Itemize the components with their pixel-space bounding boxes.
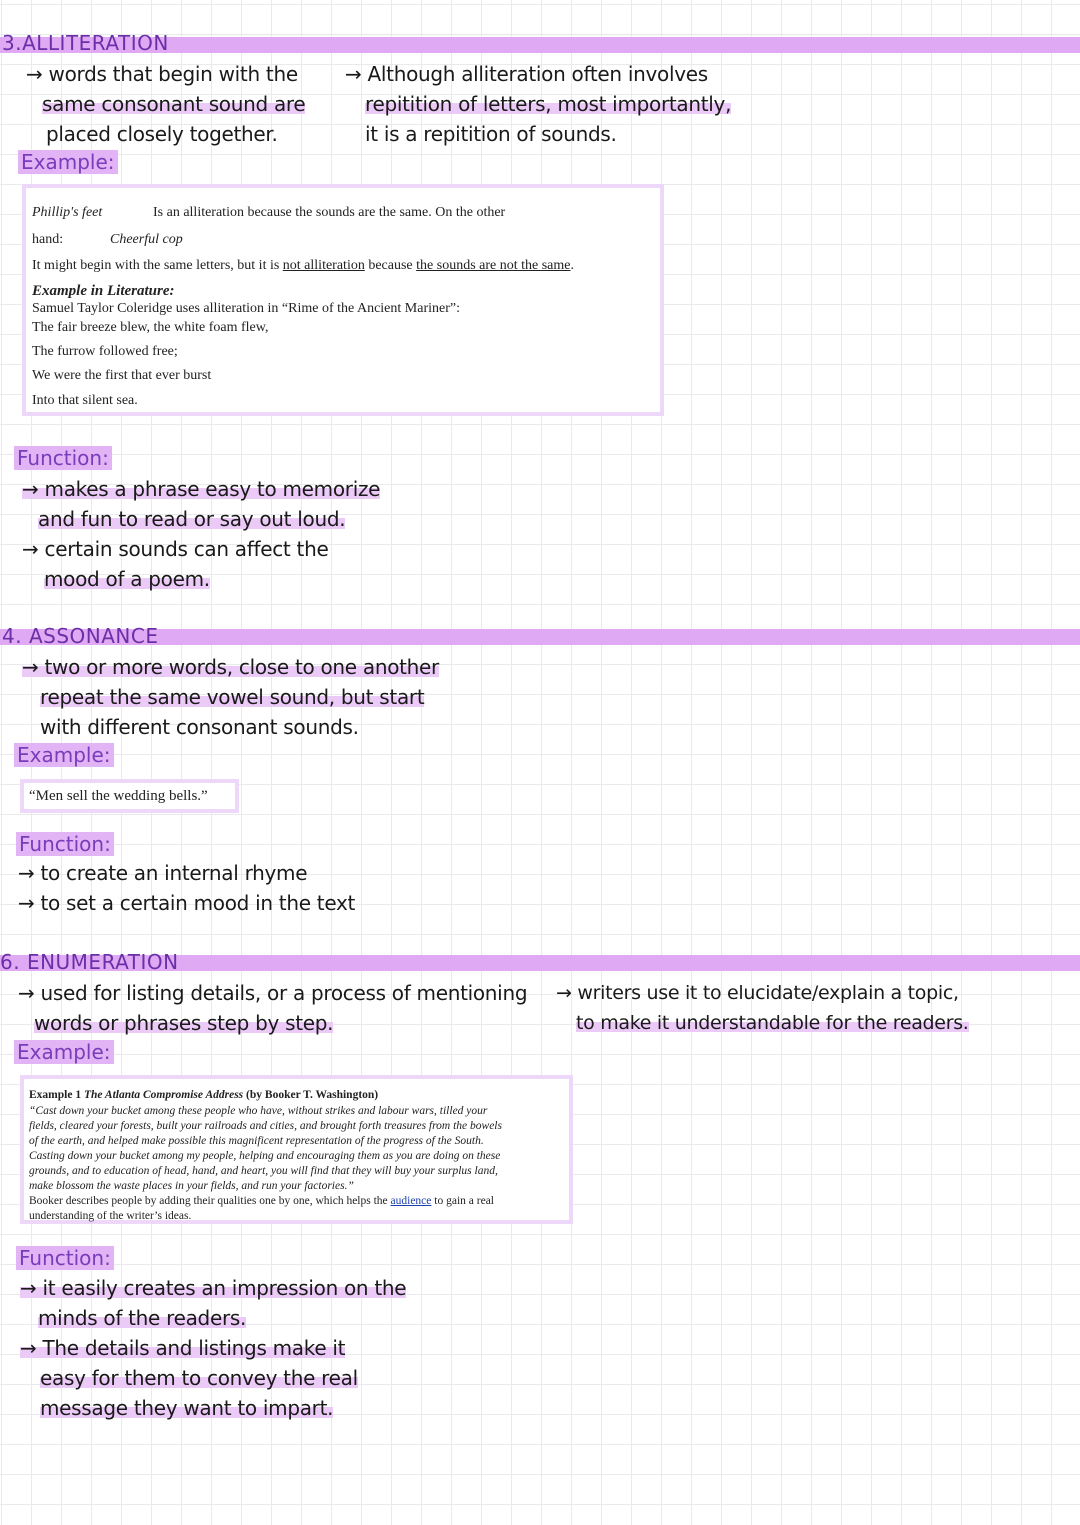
definition-text bbox=[18, 978, 527, 1038]
text-line: → words that begin with the bbox=[26, 62, 298, 86]
text-line: → used for listing details, or a process of mentioning bbox=[18, 981, 528, 1005]
function-label: Function: bbox=[14, 446, 112, 470]
quote-line: fields, cleared your forests, built your railroads and cities, and brought forth treasures from the bowels bbox=[29, 1120, 502, 1132]
section-band bbox=[0, 629, 1080, 645]
quote-line: of the earth, and helped make possible this magnificent representation of the progress of the South. bbox=[29, 1135, 484, 1147]
example-explanation: It might begin with the same letters, but it is not alliteration because the sounds are not the same. bbox=[32, 258, 574, 273]
note-text bbox=[556, 978, 969, 1038]
quote-line: make blossom the waste places in your fields, and run your factories.” bbox=[29, 1180, 354, 1192]
poem-line: We were the first that ever burst bbox=[32, 368, 212, 383]
text-line: mood of a poem. bbox=[44, 567, 210, 591]
text-line: → to set a certain mood in the text bbox=[18, 891, 356, 915]
example-note: understanding of the writer’s ideas. bbox=[29, 1210, 192, 1222]
poem-line: Into that silent sea. bbox=[32, 393, 138, 408]
example-label: Example: bbox=[18, 150, 118, 174]
quote-line: “Cast down your bucket among these people who have, without strikes and labour wars, tilled your bbox=[29, 1105, 488, 1117]
poem-line: The fair breeze blew, the white foam flew, bbox=[32, 320, 269, 335]
audience-link[interactable]: audience bbox=[390, 1195, 432, 1207]
literature-heading: Example in Literature: bbox=[32, 283, 175, 299]
text-line: → certain sounds can affect the bbox=[22, 537, 329, 561]
text-line: minds of the readers. bbox=[38, 1306, 247, 1330]
example-label: Example: bbox=[14, 743, 114, 767]
text-line: message they want to impart. bbox=[40, 1396, 334, 1420]
text-line: with different consonant sounds. bbox=[40, 715, 359, 739]
literature-intro: Samuel Taylor Coleridge uses alliteration in “Rime of the Ancient Mariner”: bbox=[32, 301, 460, 316]
section-heading: 3.ALLITERATION bbox=[2, 31, 169, 55]
text-line: and fun to read or say out loud. bbox=[38, 507, 346, 531]
example-box bbox=[22, 184, 664, 416]
example-box bbox=[20, 1075, 573, 1224]
function-label: Function: bbox=[16, 832, 114, 856]
text-line: same consonant sound are bbox=[42, 92, 306, 116]
definition-text bbox=[22, 652, 439, 742]
text-line: → The details and listings make it bbox=[20, 1336, 346, 1360]
text-line: to make it understandable for the readers. bbox=[576, 1012, 969, 1034]
text-line: words or phrases step by step. bbox=[34, 1011, 334, 1035]
example-title: Example 1 The Atlanta Compromise Address (by Booker T. Washington) bbox=[29, 1089, 379, 1101]
text-line: it is a repitition of sounds. bbox=[365, 122, 617, 146]
text-line: → two or more words, close to one another bbox=[22, 655, 439, 679]
function-text bbox=[22, 474, 380, 594]
example-box bbox=[20, 779, 239, 813]
function-text bbox=[18, 858, 355, 918]
function-text bbox=[20, 1273, 406, 1423]
text-line: → writers use it to elucidate/explain a topic, bbox=[556, 982, 959, 1004]
text-line: → to create an internal rhyme bbox=[18, 861, 308, 885]
text-line: → it easily creates an impression on the bbox=[20, 1276, 407, 1300]
example-label: Example: bbox=[14, 1040, 114, 1064]
text-line: placed closely together. bbox=[46, 122, 278, 146]
example-term: Cheerful cop bbox=[110, 232, 183, 247]
quote-line: grounds, and to education of head, hand, and heart, you will find that they will buy your surplus land, bbox=[29, 1165, 498, 1177]
note-text bbox=[345, 59, 731, 149]
section-heading: 6. ENUMERATION bbox=[0, 950, 179, 974]
text-line: repeat the same vowel sound, but start bbox=[40, 685, 425, 709]
poem-line: The furrow followed free; bbox=[32, 344, 178, 359]
section-heading: 4. ASSONANCE bbox=[2, 624, 159, 648]
text-line: repitition of letters, most importantly, bbox=[365, 92, 732, 116]
example-text: hand: bbox=[32, 232, 64, 247]
example-quote: “Men sell the wedding bells.” bbox=[29, 788, 208, 804]
example-term: Phillip's feet bbox=[32, 205, 103, 220]
text-line: → Although alliteration often involves bbox=[345, 62, 708, 86]
definition-text bbox=[26, 59, 305, 149]
example-note: Booker describes people by adding their qualities one by one, which helps the audience to gain a real bbox=[29, 1195, 494, 1207]
text-line: easy for them to convey the real bbox=[40, 1366, 358, 1390]
quote-line: Casting down your bucket among my people, helping and encouraging them as you are doing on these bbox=[29, 1150, 501, 1162]
function-label: Function: bbox=[16, 1246, 114, 1270]
text-line: → makes a phrase easy to memorize bbox=[22, 477, 381, 501]
example-text: Is an alliteration because the sounds are the same. On the other bbox=[153, 205, 506, 220]
